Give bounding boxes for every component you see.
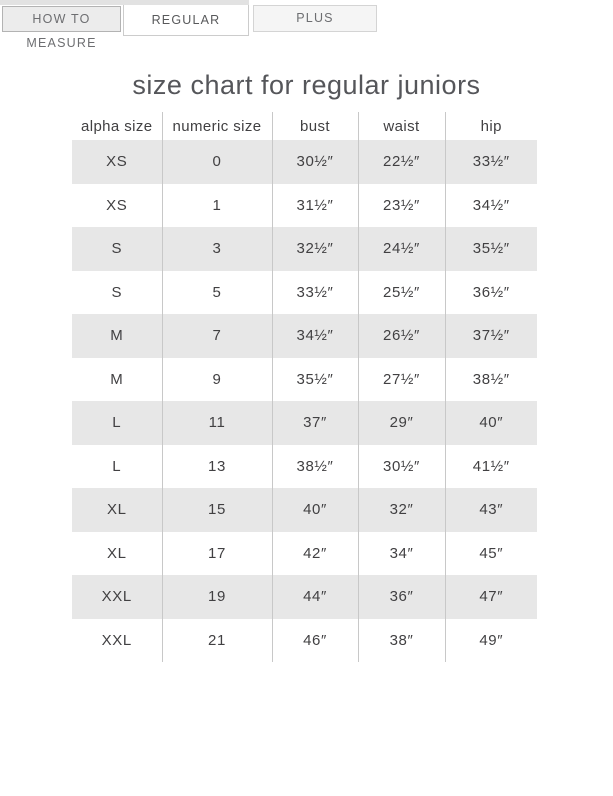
table-row (72, 314, 537, 358)
table-cell: 21 (162, 619, 272, 663)
table-cell: 36½″ (445, 271, 537, 315)
table-row (72, 532, 537, 576)
table-head (72, 112, 537, 140)
column-header: numeric size (162, 112, 272, 140)
column-header: alpha size (80, 117, 153, 135)
table-row (72, 401, 537, 445)
column-header: hip (445, 112, 537, 140)
table-cell: XXL (101, 631, 132, 649)
tab-how-to-measure[interactable]: HOW TO MEASURE (2, 6, 121, 32)
table-row (72, 227, 537, 271)
table-cell: 24½″ (358, 227, 445, 271)
table-cell: 7 (162, 314, 272, 358)
table-cell: 45″ (445, 532, 537, 576)
table-cell: 19 (162, 575, 272, 619)
table-cell: 36″ (358, 575, 445, 619)
table-cell: 1 (162, 184, 272, 228)
table-cell: S (111, 283, 123, 301)
table-cell: 44″ (272, 575, 358, 619)
column-header: bust (272, 112, 358, 140)
table-cell: S (72, 227, 162, 271)
header-row (72, 112, 537, 140)
table-cell: 49″ (445, 619, 537, 663)
table-cell: 27½″ (358, 358, 445, 402)
table-cell: 13 (162, 445, 272, 489)
table-cell: 26½″ (358, 314, 445, 358)
table-cell: 40″ (445, 401, 537, 445)
table-cell: 35½″ (272, 358, 358, 402)
table-cell: XXL (72, 575, 162, 619)
table-cell: 3 (162, 227, 272, 271)
table-cell: 38″ (358, 619, 445, 663)
table-cell: 38½″ (445, 358, 537, 402)
page-title: size chart for regular juniors (132, 70, 481, 100)
table-row (72, 488, 537, 532)
table-cell: M (110, 370, 124, 388)
column-header: waist (358, 112, 445, 140)
table-cell: 32″ (358, 488, 445, 532)
table-cell: 34½″ (445, 184, 537, 228)
table-row (72, 619, 537, 663)
table-cell: 42″ (272, 532, 358, 576)
size-chart-table (72, 112, 537, 662)
table-cell: 33½″ (272, 271, 358, 315)
table-row (72, 271, 537, 315)
table-cell: 9 (162, 358, 272, 402)
table-row (72, 140, 537, 184)
table-row (72, 184, 537, 228)
table-cell: 23½″ (358, 184, 445, 228)
table-cell: XL (106, 544, 127, 562)
table-body (72, 140, 537, 662)
table-cell: 30½″ (272, 140, 358, 184)
table-cell: 15 (162, 488, 272, 532)
table-cell: 17 (162, 532, 272, 576)
table-cell: 11 (162, 401, 272, 445)
table-cell: 41½″ (445, 445, 537, 489)
table-cell: 29″ (358, 401, 445, 445)
table-cell: 35½″ (445, 227, 537, 271)
table-cell: XL (72, 488, 162, 532)
table-cell: 30½″ (358, 445, 445, 489)
table-cell: 22½″ (358, 140, 445, 184)
table-row (72, 445, 537, 489)
table-cell: M (72, 314, 162, 358)
table-cell: XS (72, 140, 162, 184)
table-cell: 47″ (445, 575, 537, 619)
table-cell: 43″ (445, 488, 537, 532)
table-cell: 34½″ (272, 314, 358, 358)
table-cell: 0 (162, 140, 272, 184)
table-cell: 32½″ (272, 227, 358, 271)
table-row (72, 575, 537, 619)
table-cell: 38½″ (272, 445, 358, 489)
table-cell: 37½″ (445, 314, 537, 358)
table-cell: 33½″ (445, 140, 537, 184)
table-cell: 31½″ (272, 184, 358, 228)
table-cell: 5 (162, 271, 272, 315)
table-cell: 34″ (358, 532, 445, 576)
table-cell: L (112, 457, 122, 475)
table-row (72, 358, 537, 402)
table-cell: 25½″ (358, 271, 445, 315)
tab-plus[interactable]: PLUS (253, 5, 377, 32)
table-cell: 40″ (272, 488, 358, 532)
tab-regular[interactable]: REGULAR (123, 5, 249, 36)
table-cell: XS (106, 196, 128, 214)
table-cell: 46″ (272, 619, 358, 663)
table-cell: 37″ (272, 401, 358, 445)
table-cell: L (72, 401, 162, 445)
